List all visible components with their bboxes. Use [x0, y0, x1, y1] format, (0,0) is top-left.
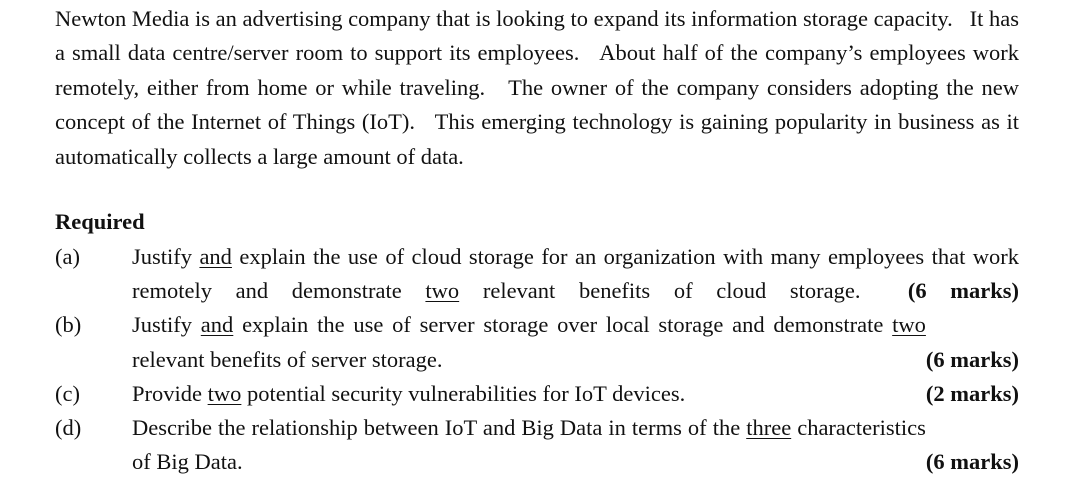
emphasis-two: two — [425, 278, 460, 304]
question-letter: (d) — [55, 415, 82, 441]
question-body — [132, 377, 1019, 411]
emphasis-two: two — [892, 312, 926, 338]
emphasis-two: two — [207, 380, 242, 406]
marks-label: (6 marks) — [925, 449, 1019, 475]
question-letter: (c) — [55, 380, 80, 406]
question-text: Justify and explain the use of cloud storage for an organization with many employees that work remotely and demonstrate two relevant benefits of cloud storage. (6 marks) — [132, 244, 1020, 304]
emphasis-and: and — [199, 244, 232, 269]
question-text: (2 marks) Provide two potential security vulnerabilities for IoT devices. — [132, 377, 1019, 411]
question-b — [55, 308, 1019, 376]
required-heading: Required — [55, 209, 145, 234]
emphasis-three: three — [746, 415, 792, 441]
question-a — [55, 240, 1019, 308]
question-letter: (b) — [55, 312, 82, 338]
marks-label: (6 marks) — [925, 346, 1019, 372]
emphasis-and: and — [200, 312, 234, 338]
marks-label: (6 marks) — [907, 278, 1020, 304]
question-body — [132, 308, 1019, 376]
question-c — [55, 377, 1019, 411]
question-text: (6 marks) Justify and explain the use of server storage over local storage and demonstrate two relevant benefits of server storage. — [132, 308, 1019, 376]
question-body — [132, 240, 1019, 308]
marks-label: (2 marks) — [925, 380, 1019, 406]
question-list — [55, 240, 1019, 479]
intro-paragraph: Newton Media is an advertising company that is looking to expand its information storage capacity. It has a small data centre/server room to support its employees. About half of the company’s employees work remotely, either from home or while traveling. The owner of the company considers adopting the new concept of the Internet of Things (IoT). This emerging technology is gaining popularity in business as it automatically collects a large amount of data. — [55, 6, 1019, 169]
question-body — [132, 411, 1019, 479]
question-d — [55, 411, 1019, 479]
question-text: (6 marks) Describe the relationship between IoT and Big Data in terms of the three characteristics of Big Data. — [132, 411, 1019, 479]
question-letter: (a) — [55, 244, 80, 269]
